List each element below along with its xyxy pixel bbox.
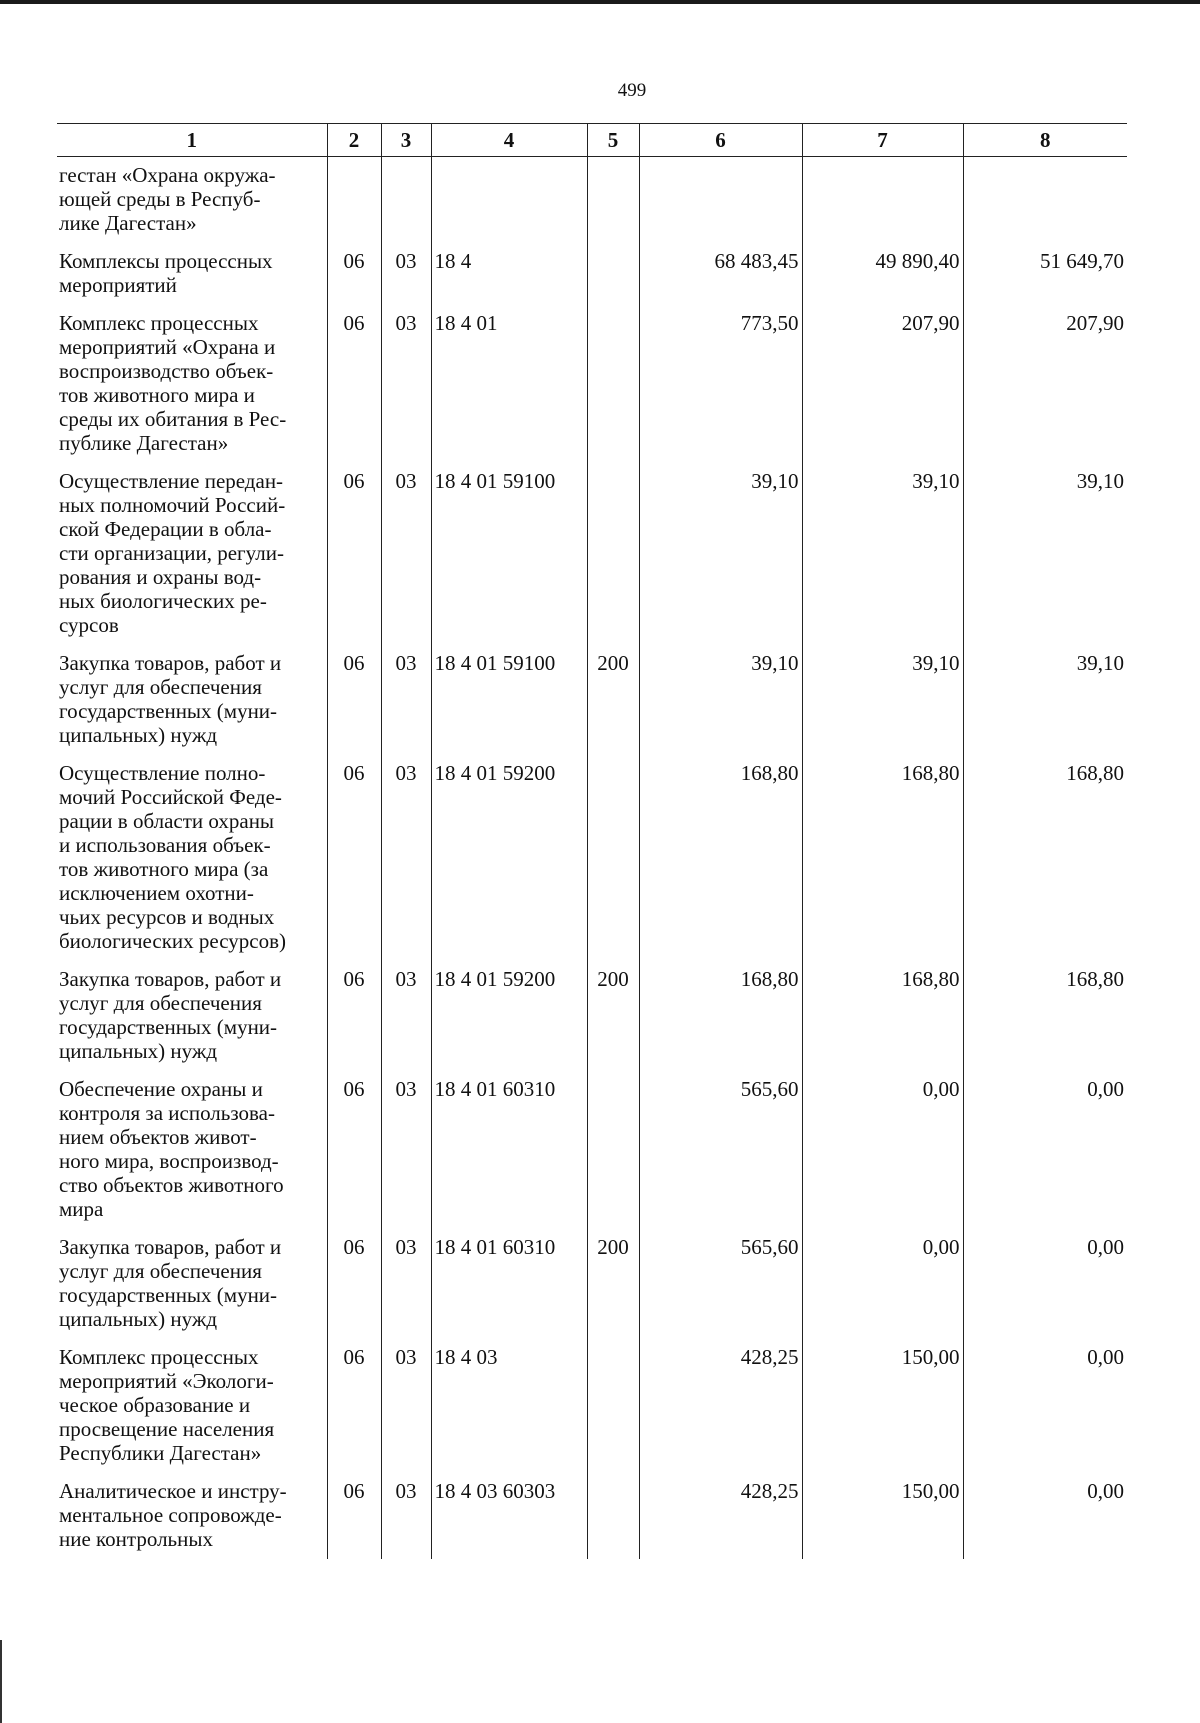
header-row xyxy=(57,124,1127,157)
row-amount-8: 168,80 xyxy=(963,755,1127,961)
row-section xyxy=(327,157,381,244)
row-section: 06 xyxy=(327,961,381,1071)
row-section: 06 xyxy=(327,755,381,961)
table-row xyxy=(57,1339,1127,1473)
row-subsection: 03 xyxy=(381,1473,431,1559)
row-amount-6: 428,25 xyxy=(639,1339,802,1473)
row-amount-6: 428,25 xyxy=(639,1473,802,1559)
row-target-code: 18 4 xyxy=(431,243,587,305)
row-amount-7: 39,10 xyxy=(802,463,963,645)
row-target-code: 18 4 03 xyxy=(431,1339,587,1473)
row-section: 06 xyxy=(327,1473,381,1559)
row-name: Комплексы процессных мероприятий xyxy=(59,249,273,297)
table-body xyxy=(57,157,1127,1560)
row-name: Закупка товаров, работ и услуг для обеспечения государственных (муни- ципальных) нужд xyxy=(59,651,282,747)
table-row xyxy=(57,1229,1127,1339)
row-section: 06 xyxy=(327,1339,381,1473)
table-row xyxy=(57,1071,1127,1229)
row-amount-6: 39,10 xyxy=(639,463,802,645)
row-name: Закупка товаров, работ и услуг для обеспечения государственных (муни- ципальных) нужд xyxy=(59,967,282,1063)
row-subsection: 03 xyxy=(381,961,431,1071)
scan-edge-top xyxy=(0,0,1200,4)
row-amount-6: 565,60 xyxy=(639,1071,802,1229)
table-row xyxy=(57,645,1127,755)
row-amount-6 xyxy=(639,157,802,244)
row-name: Аналитическое и инстру- ментальное сопровожде- ние контрольных xyxy=(59,1479,287,1551)
row-amount-8: 168,80 xyxy=(963,961,1127,1071)
table-row xyxy=(57,157,1127,244)
row-amount-7: 207,90 xyxy=(802,305,963,463)
table-row xyxy=(57,961,1127,1071)
row-amount-6: 773,50 xyxy=(639,305,802,463)
row-amount-8: 51 649,70 xyxy=(963,243,1127,305)
row-amount-8: 0,00 xyxy=(963,1473,1127,1559)
row-subsection: 03 xyxy=(381,755,431,961)
row-expense-type xyxy=(587,463,639,645)
row-subsection xyxy=(381,157,431,244)
row-section: 06 xyxy=(327,1229,381,1339)
row-name: Осуществление полно- мочий Российской Феде- рации в области охраны и использования объек- тов животного мира (за исключением охотни- чьих ресурсов и водных биологических ресурсов) xyxy=(59,761,287,953)
row-amount-8: 39,10 xyxy=(963,645,1127,755)
row-amount-7: 150,00 xyxy=(802,1473,963,1559)
row-target-code: 18 4 01 59200 xyxy=(431,961,587,1071)
column-header-2: 2 xyxy=(327,124,381,157)
row-amount-7: 150,00 xyxy=(802,1339,963,1473)
row-name: Комплекс процессных мероприятий «Экологи- ческое образование и просвещение населения Республики Дагестан» xyxy=(59,1345,275,1465)
column-header-6: 6 xyxy=(639,124,802,157)
row-section: 06 xyxy=(327,243,381,305)
row-expense-type: 200 xyxy=(587,645,639,755)
column-header-1: 1 xyxy=(57,124,327,157)
row-amount-8 xyxy=(963,157,1127,244)
row-target-code: 18 4 03 60303 xyxy=(431,1473,587,1559)
row-section: 06 xyxy=(327,305,381,463)
row-subsection: 03 xyxy=(381,463,431,645)
row-expense-type: 200 xyxy=(587,1229,639,1339)
column-header-3: 3 xyxy=(381,124,431,157)
row-amount-7: 49 890,40 xyxy=(802,243,963,305)
row-amount-6: 168,80 xyxy=(639,755,802,961)
row-name: Осуществление передан- ных полномочий Россий- ской Федерации в обла- сти организации, регули- рования и охраны вод- ных биологических ре- сурсов xyxy=(59,469,286,637)
row-section: 06 xyxy=(327,463,381,645)
row-subsection: 03 xyxy=(381,1339,431,1473)
column-header-8: 8 xyxy=(963,124,1127,157)
row-subsection: 03 xyxy=(381,645,431,755)
row-expense-type xyxy=(587,305,639,463)
row-amount-7: 39,10 xyxy=(802,645,963,755)
row-amount-8: 207,90 xyxy=(963,305,1127,463)
row-subsection: 03 xyxy=(381,1229,431,1339)
table-row xyxy=(57,755,1127,961)
row-name: Обеспечение охраны и контроля за использова- нием объектов живот- ного мира, воспроизвод- ство объектов животного мира xyxy=(59,1077,284,1221)
row-amount-6: 168,80 xyxy=(639,961,802,1071)
row-target-code xyxy=(431,157,587,244)
row-amount-7: 168,80 xyxy=(802,755,963,961)
row-target-code: 18 4 01 xyxy=(431,305,587,463)
row-target-code: 18 4 01 60310 xyxy=(431,1229,587,1339)
column-header-4: 4 xyxy=(431,124,587,157)
row-amount-7: 0,00 xyxy=(802,1071,963,1229)
table-header xyxy=(57,124,1127,157)
row-name: Комплекс процессных мероприятий «Охрана и воспроизводство объек- тов животного мира и среды их обитания в Рес- публике Дагестан» xyxy=(59,311,287,455)
row-amount-6: 39,10 xyxy=(639,645,802,755)
row-target-code: 18 4 01 59100 xyxy=(431,463,587,645)
row-amount-7: 0,00 xyxy=(802,1229,963,1339)
table-row xyxy=(57,1473,1127,1559)
row-amount-8: 0,00 xyxy=(963,1339,1127,1473)
column-header-5: 5 xyxy=(587,124,639,157)
row-expense-type: 200 xyxy=(587,961,639,1071)
row-amount-8: 0,00 xyxy=(963,1071,1127,1229)
row-expense-type xyxy=(587,755,639,961)
row-target-code: 18 4 01 59200 xyxy=(431,755,587,961)
row-expense-type xyxy=(587,1071,639,1229)
row-expense-type xyxy=(587,1473,639,1559)
row-expense-type xyxy=(587,243,639,305)
table-row xyxy=(57,305,1127,463)
page-number: 499 xyxy=(617,80,647,101)
row-amount-8: 0,00 xyxy=(963,1229,1127,1339)
row-expense-type xyxy=(587,157,639,244)
row-amount-7 xyxy=(802,157,963,244)
scan-edge-left xyxy=(0,1640,2,1723)
table-row xyxy=(57,243,1127,305)
row-section: 06 xyxy=(327,1071,381,1229)
row-subsection: 03 xyxy=(381,305,431,463)
row-amount-8: 39,10 xyxy=(963,463,1127,645)
row-amount-6: 565,60 xyxy=(639,1229,802,1339)
row-amount-6: 68 483,45 xyxy=(639,243,802,305)
column-header-7: 7 xyxy=(802,124,963,157)
row-target-code: 18 4 01 59100 xyxy=(431,645,587,755)
row-section: 06 xyxy=(327,645,381,755)
row-name: гестан «Охрана окружа- ющей среды в Респуб- лике Дагестан» xyxy=(59,163,276,235)
row-amount-7: 168,80 xyxy=(802,961,963,1071)
row-subsection: 03 xyxy=(381,1071,431,1229)
row-expense-type xyxy=(587,1339,639,1473)
row-subsection: 03 xyxy=(381,243,431,305)
row-target-code: 18 4 01 60310 xyxy=(431,1071,587,1229)
table-row xyxy=(57,463,1127,645)
row-name: Закупка товаров, работ и услуг для обеспечения государственных (муни- ципальных) нужд xyxy=(59,1235,282,1331)
budget-table xyxy=(57,123,1127,1559)
